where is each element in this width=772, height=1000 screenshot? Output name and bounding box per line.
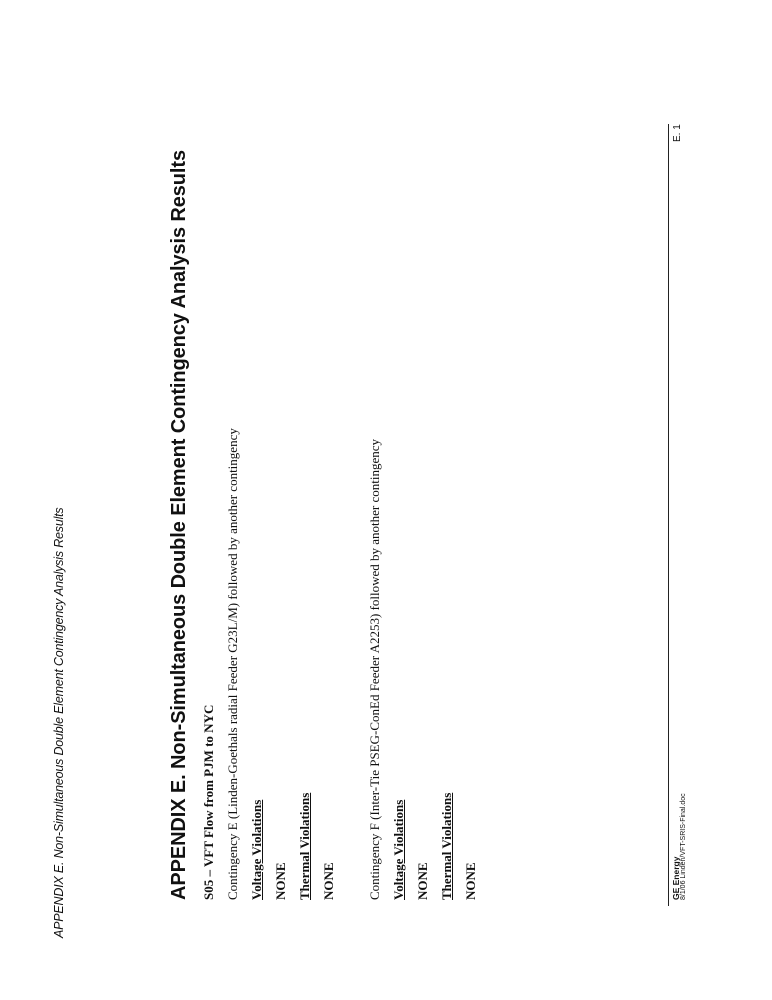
contingency-e-voltage-result: NONE (273, 862, 288, 900)
page-number: E. 1 (672, 124, 683, 142)
footer-divider (668, 124, 669, 906)
contingency-e-description: Contingency E (Linden-Goethals radial Feeder G23L/M) followed by another contingency (225, 428, 240, 900)
footer (672, 793, 688, 900)
contingency-f-thermal-heading: Thermal Violations (439, 792, 454, 900)
contingency-f-thermal-result: NONE (463, 862, 478, 900)
section-spacer (341, 80, 363, 900)
contingency-e-thermal-result: NONE (321, 862, 336, 900)
contingency-e-thermal-heading: Thermal Violations (297, 792, 312, 900)
contingency-f-description: Contingency F (Inter-Tie PSEG-ConEd Feeder A2253) followed by another contingency (367, 438, 382, 900)
contingency-f-voltage-heading: Voltage Violations (391, 799, 406, 900)
contingency-f-voltage-result: NONE (415, 862, 430, 900)
scenario-heading: S05 – VFT Flow from PJM to NYC (201, 704, 216, 900)
appendix-title: APPENDIX E. Non-Simultaneous Double Element Contingency Analysis Results (168, 150, 190, 900)
contingency-e-voltage-heading: Voltage Violations (249, 799, 264, 900)
footer-file-path: 8/1/06 Linden/VFT-SRIS-Final.doc (680, 793, 687, 900)
running-header: APPENDIX E. Non-Simultaneous Double Element Contingency Analysis Results (52, 507, 66, 938)
footer-company: GE Energy (671, 856, 681, 900)
main-content (168, 80, 483, 900)
